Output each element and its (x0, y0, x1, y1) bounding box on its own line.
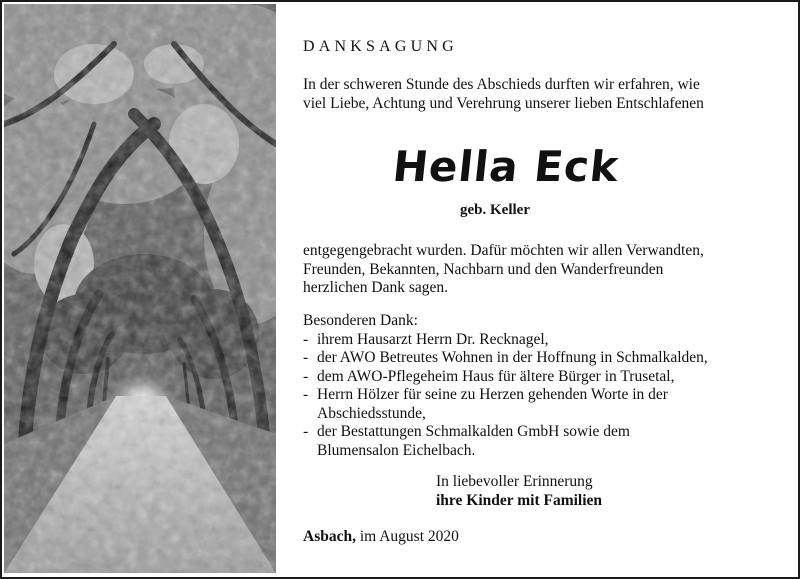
list-marker: - (303, 423, 309, 440)
list-item (303, 386, 773, 423)
list-marker: - (303, 349, 309, 366)
list-item (303, 368, 773, 387)
list-item-line: der AWO Betreutes Wohnen in der Hoffnung in Schmalkalden, (317, 349, 708, 366)
list-item-line: der Bestattungen Schmalkalden GmbH sowie dem (317, 423, 630, 440)
thanks-paragraph (303, 242, 773, 298)
deceased-name: Hella Eck (390, 142, 622, 191)
signers: ihre Kinder mit Familien (436, 491, 603, 509)
list-item (303, 423, 773, 460)
body-line: herzlichen Dank sagen. (303, 279, 449, 296)
list-item (303, 331, 773, 350)
list-item (303, 349, 773, 368)
maiden-name: geb. Keller (460, 202, 530, 218)
memory-line: In liebevoller Erinnerung (436, 473, 593, 490)
list-item-line: Blumensalon Eichelbach. (317, 441, 476, 459)
intro-paragraph (303, 76, 773, 113)
special-thanks-title: Besonderen Dank: (303, 312, 418, 329)
list-item-line: dem AWO-Pflegeheim Haus für ältere Bürger in Trusetal, (317, 367, 675, 385)
intro-line: In der schweren Stunde des Abschieds durften wir erfahren, wie (303, 76, 700, 93)
special-thanks-list (303, 331, 773, 461)
special-thanks (303, 312, 773, 460)
list-item-line: ihrem Hausarzt Herrn Dr. Recknagel, (317, 330, 549, 348)
list-item-line: Abschiedsstunde, (317, 404, 426, 422)
list-marker: - (303, 367, 309, 385)
body-line: entgegengebracht wurden. Dafür möchten wir allen Verwandten, (303, 242, 704, 259)
list-marker: - (303, 386, 309, 403)
notice-heading: DANKSAGUNG (303, 38, 458, 55)
body-line: Freunden, Bekannten, Nachbarn und den Wanderfreunden (303, 260, 664, 278)
closing (436, 473, 602, 510)
place-date (303, 528, 459, 547)
date: im August 2020 (359, 528, 459, 545)
list-marker: - (303, 330, 309, 348)
place: Asbach, (303, 528, 356, 545)
tree-avenue-photo (4, 4, 276, 573)
intro-line: viel Liebe, Achtung und Verehrung unserer lieben Entschlafenen (303, 94, 704, 112)
list-item-line: Herrn Hölzer für seine zu Herzen gehenden Worte in der (317, 386, 668, 403)
